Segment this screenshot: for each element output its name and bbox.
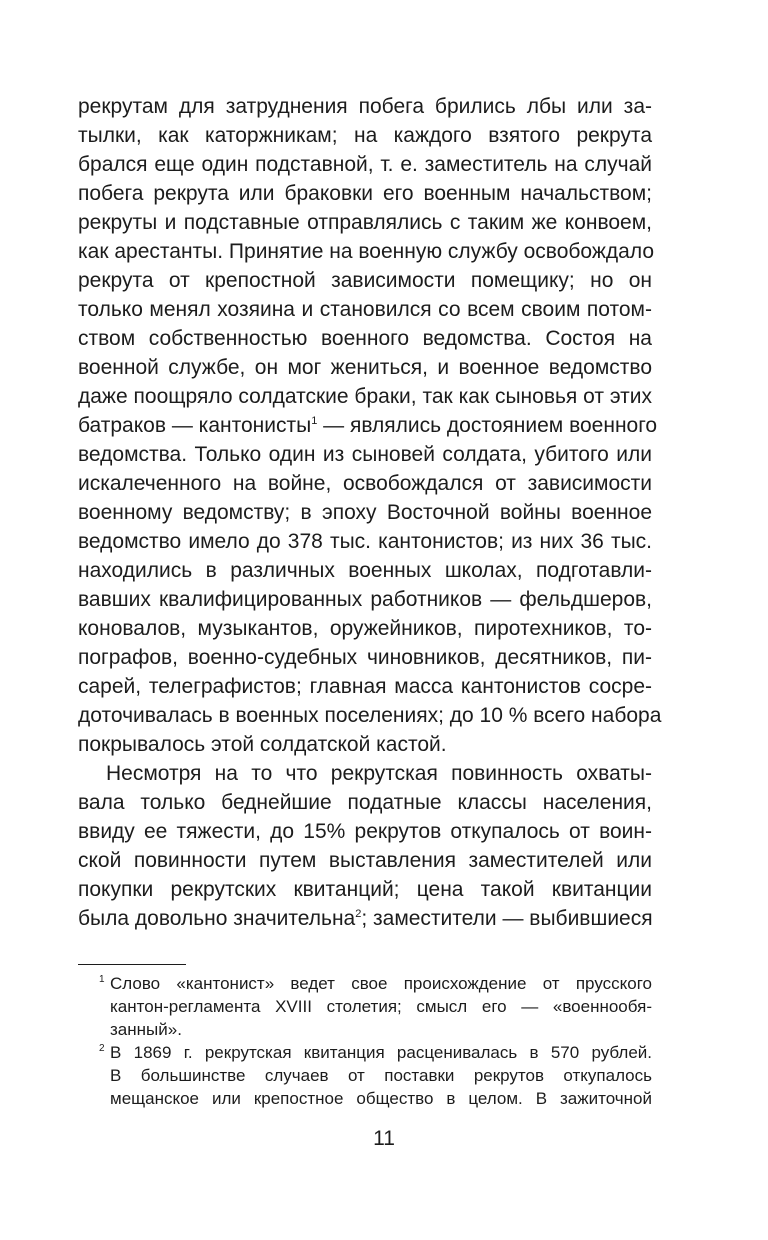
text-line: Несмотря на то что рекрутская повинность охваты- xyxy=(106,762,652,785)
text-line: рекруты и подставные отправлялись с таким же конвоем, xyxy=(78,211,652,234)
text-line: вавших квалифицированных работников — фельдшеров, xyxy=(78,588,652,611)
text-line: находились в различных военных школах, подготавли- xyxy=(78,559,652,582)
text-fragment: батраков — кантонисты xyxy=(78,414,312,437)
text-line: ведомство имело до 378 тыс. кантонистов; из них 36 тыс. xyxy=(78,530,652,553)
footnote-line: мещанское или крепостное общество в целом. В зажиточной xyxy=(110,1089,652,1108)
text-line: тылки, как каторжникам; на каждого взятого рекрута xyxy=(78,124,652,147)
text-line: сарей, телеграфистов; главная масса кантонистов сосре- xyxy=(78,675,652,698)
footnotes xyxy=(78,972,652,1110)
text-line: доточивалась в военных поселениях; до 10 % всего набора xyxy=(78,704,662,727)
text-line: покупки рекрутских квитанций; цена такой квитанции xyxy=(78,878,652,901)
text-line: рекрутам для затруднения побега брились лбы или за- xyxy=(78,95,652,118)
text-line: искалеченного на войне, освобождался от зависимости xyxy=(78,472,652,495)
page-number: 11 xyxy=(373,1127,395,1150)
footnote-line: В большинстве случаев от поставки рекрутов откупалось xyxy=(110,1066,652,1085)
text-fragment: была довольно значительна xyxy=(78,907,356,930)
text-line: ством собственностью военного ведомства. Состоя на xyxy=(78,327,652,350)
text-line: военному ведомству; в эпоху Восточной войны военное xyxy=(78,501,652,524)
footnote-ref-2[interactable]: 2 xyxy=(355,908,362,920)
text-line: пографов, военно-судебных чиновников, десятников, пи- xyxy=(78,646,652,669)
footnote-line: занный». xyxy=(110,1020,182,1039)
footnote-line: В 1869 г. рекрутская квитанция расценивалась в 570 рублей. xyxy=(110,1043,652,1062)
footnote-line: Слово «кантонист» ведет свое происхождение от прусского xyxy=(110,974,652,993)
text-fragment: — являлись достоянием военного xyxy=(317,414,658,437)
footnote-ref-1[interactable]: 1 xyxy=(311,415,318,427)
text-line: как арестанты. Принятие на военную службу освобождало xyxy=(78,240,655,263)
text-line: даже поощряло солдатские браки, так как сыновья от этих xyxy=(78,385,652,408)
text-line: коновалов, музыкантов, оружейников, пиротехников, то- xyxy=(78,617,652,640)
text-line: ской повинности путем выставления заместителей или xyxy=(78,849,652,872)
paragraph-1 xyxy=(78,92,662,759)
text-line: рекрута от крепостной зависимости помещику; но он xyxy=(78,269,652,292)
text-line: ведомства. Только один из сыновей солдата, убитого или xyxy=(78,443,652,466)
footnote-1 xyxy=(78,972,652,1041)
footnote-mark: 1 xyxy=(99,974,105,985)
text-line: военной службе, он мог жениться, и военное ведомство xyxy=(78,356,652,379)
text-line: покрывалось этой солдатской кастой. xyxy=(78,733,447,756)
footnote-2 xyxy=(78,1041,652,1110)
text-line-with-footnote xyxy=(78,411,658,440)
footnote-mark: 2 xyxy=(99,1043,105,1054)
text-line: ввиду ее тяжести, до 15% рекрутов откупалось от воин- xyxy=(78,820,652,843)
main-text xyxy=(78,92,662,933)
text-line: вала только беднейшие податные классы населения, xyxy=(78,791,652,814)
text-line: брался еще один подставной, т. е. заместитель на случай xyxy=(78,153,652,176)
text-line-with-footnote xyxy=(78,904,652,933)
footnote-divider xyxy=(78,964,186,965)
text-line: только менял хозяина и становился со всем своим потом- xyxy=(78,298,652,321)
footnote-line: кантон-регламента XVIII столетия; смысл его — «военнообя- xyxy=(110,997,652,1016)
paragraph-2 xyxy=(78,759,652,933)
text-line: побега рекрута или браковки его военным начальством; xyxy=(78,182,652,205)
text-fragment: ; заместители — выбившиеся xyxy=(361,907,653,930)
